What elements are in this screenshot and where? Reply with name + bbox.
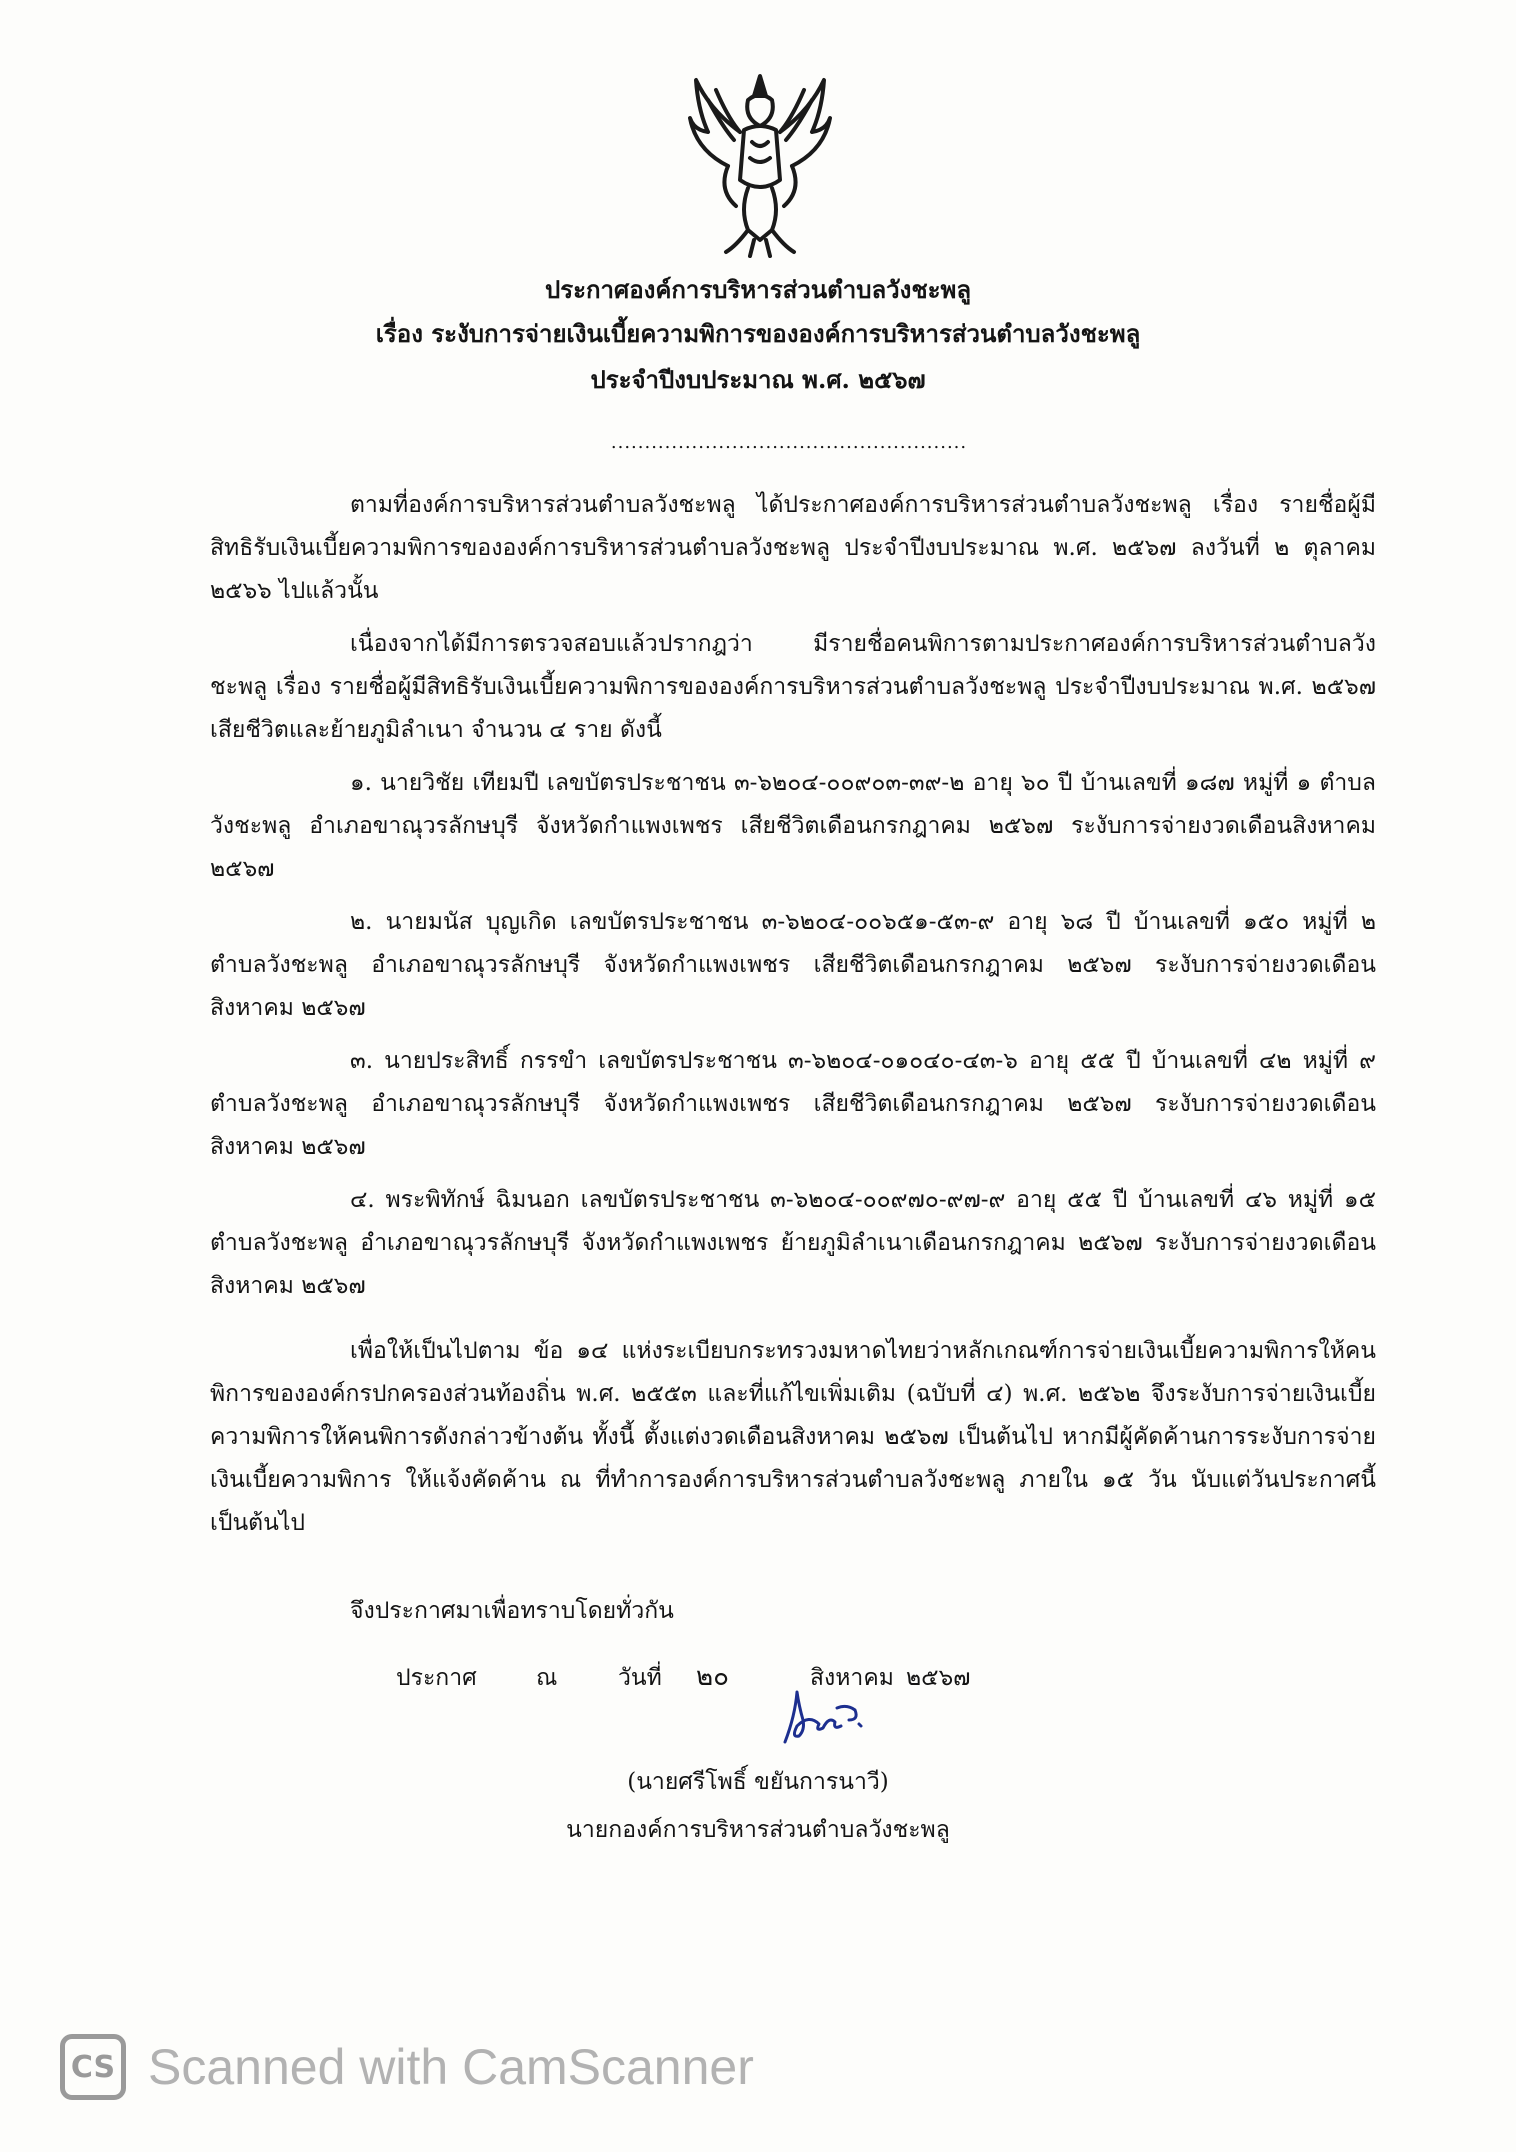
- findings-paragraph: เนื่องจากได้มีการตรวจสอบแล้วปรากฎว่า มีรายชื่อคนพิการตามประกาศองค์การบริหารส่วนตำบลวังชะพลู เรื่อง รายชื่อผู้มีสิทธิรับเงินเบี้ยความพิการขององค์การบริหารส่วนตำบลวังชะพลู ประจำปีงบประมาณ พ.ศ. ๒๕๖๗ เสียชีวิตและย้ายภูมิลำเนา จำนวน ๔ ราย ดังนี้: [210, 631, 1376, 743]
- camscanner-logo-icon: CS: [60, 2034, 126, 2100]
- intro-paragraph: ตามที่องค์การบริหารส่วนตำบลวังชะพลู ได้ประกาศองค์การบริหารส่วนตำบลวังชะพลู เรื่อง รายชื่อผู้มีสิทธิรับเงินเบี้ยความพิการขององค์การบริหารส่วนตำบลวังชะพลู ประจำปีงบประมาณ พ.ศ. ๒๕๖๗ ลงวันที่ ๒ ตุลาคม ๒๕๖๖ ไปแล้วนั้น: [210, 492, 1376, 604]
- at-label: ณ: [536, 1665, 558, 1691]
- list-item: ๒. นายมนัส บุญเกิด เลขบัตรประชาชน ๓-๖๒๐๔-๐๐๖๕๑-๕๓-๙ อายุ ๖๘ ปี บ้านเลขที่ ๑๕๐ หมู่ที่ ๒ ตำบลวังชะพลู อำเภอขาณุวรลักษบุรี จังหวัดกำแพงเพชร เสียชีวิตเดือนกรกฎาคม ๒๕๖๗ ระงับการจ่ายงวดเดือนสิงหาคม ๒๕๖๗: [210, 909, 1376, 1021]
- announce-day: ๒๐: [696, 1662, 730, 1692]
- announced-label: ประกาศ: [396, 1665, 477, 1691]
- watermark-text: Scanned with CamScanner: [148, 2039, 754, 2095]
- document-title: ประกาศองค์การบริหารส่วนตำบลวังชะพลู: [544, 275, 972, 304]
- signature-mark: [775, 1686, 867, 1746]
- list-item: ๑. นายวิชัย เทียมปี เลขบัตรประชาชน ๓-๖๒๐๔-๐๐๙๐๓-๓๙-๒ อายุ ๖๐ ปี บ้านเลขที่ ๑๘๗ หมู่ที่ ๑ ตำบลวังชะพลู อำเภอขาณุวรลักษบุรี จังหวัดกำแพงเพชร เสียชีวิตเดือนกรกฎาคม ๒๕๖๗ ระงับการจ่ายงวดเดือนสิงหาคม ๒๕๖๗: [210, 770, 1376, 882]
- document-subject: เรื่อง ระงับการจ่ายเงินเบี้ยความพิการขององค์การบริหารส่วนตำบลวังชะพลู: [375, 319, 1141, 348]
- announce-year: ๒๕๖๗: [906, 1665, 971, 1691]
- list-item: ๔. พระพิทักษ์ ฉิมนอก เลขบัตรประชาชน ๓-๖๒๐๔-๐๐๙๗๐-๙๗-๙ อายุ ๕๕ ปี บ้านเลขที่ ๔๖ หมู่ที่ ๑๕ ตำบลวังชะพลู อำเภอขาณุวรลักษบุรี จังหวัดกำแพงเพชร ย้ายภูมิลำเนาเดือนกรกฎาคม ๒๕๖๗ ระงับการจ่ายงวดเดือนสิงหาคม ๒๕๖๗: [210, 1187, 1376, 1299]
- title-separator: .....................................................: [610, 432, 968, 453]
- signer-name: (นายศรีโพธิ์ ขยันการนาวี): [627, 1769, 889, 1795]
- signer-title: นายกองค์การบริหารส่วนตำบลวังชะพลู: [566, 1817, 950, 1843]
- announce-month: สิงหาคม: [810, 1665, 894, 1691]
- list-item: ๓. นายประสิทธิ์ กรรขำ เลขบัตรประชาชน ๓-๖๒๐๔-๐๑๐๔๐-๔๓-๖ อายุ ๕๕ ปี บ้านเลขที่ ๔๒ หมู่ที่ ๙ ตำบลวังชะพลู อำเภอขาณุวรลักษบุรี จังหวัดกำแพงเพชร เสียชีวิตเดือนกรกฎาคม ๒๕๖๗ ระงับการจ่ายงวดเดือนสิงหาคม ๒๕๖๗: [210, 1048, 1376, 1160]
- camscanner-watermark: [60, 2032, 754, 2102]
- regulation-paragraph: เพื่อให้เป็นไปตาม ข้อ ๑๔ แห่งระเบียบกระทรวงมหาดไทยว่าหลักเกณฑ์การจ่ายเงินเบี้ยความพิการให้คนพิการขององค์กรปกครองส่วนท้องถิ่น พ.ศ. ๒๕๕๓ และที่แก้ไขเพิ่มเติม (ฉบับที่ ๔) พ.ศ. ๒๕๖๒ จึงระงับการจ่ายเงินเบี้ยความพิการให้คนพิการดังกล่าวข้างต้น ทั้งนี้ ตั้งแต่งวดเดือนสิงหาคม ๒๕๖๗ เป็นต้นไป หากมีผู้คัดค้านการระงับการจ่ายเงินเบี้ยความพิการ ให้แจ้งคัดค้าน ณ ที่ทำการองค์การบริหารส่วนตำบลวังชะพลู ภายใน ๑๕ วัน นับแต่วันประกาศนี้เป็นต้นไป: [210, 1338, 1376, 1536]
- garuda-emblem-icon: [688, 70, 832, 260]
- closing-line: จึงประกาศมาเพื่อทราบโดยทั่วกัน: [350, 1598, 674, 1624]
- document-body: [210, 484, 1376, 1545]
- day-label: วันที่: [618, 1665, 662, 1691]
- fiscal-year-line: ประจำปีงบประมาณ พ.ศ. ๒๕๖๗: [590, 365, 926, 394]
